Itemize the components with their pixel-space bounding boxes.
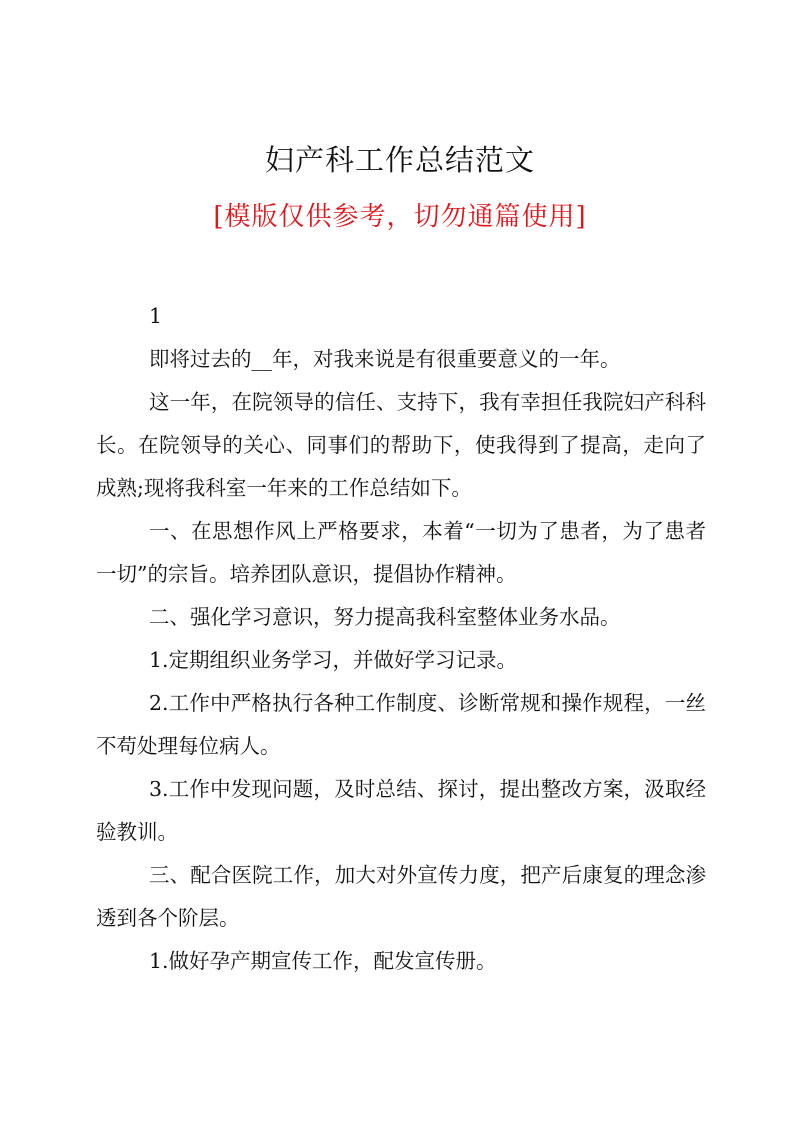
paragraph: 1.做好孕产期宣传工作，配发宣传册。	[149, 949, 497, 973]
paragraph: 1.定期组织业务学习，并做好学习记录。	[149, 648, 518, 672]
document-title: 妇产科工作总结范文	[264, 143, 535, 177]
document-body	[96, 295, 706, 983]
paragraph: 这一年，在院领导的信任、支持下，我有幸担任我院妇产科科长。在院领导的关心、同事们的帮助下，使我得到了提高，走向了成熟;现将我科室一年来的工作总结如下。	[96, 390, 706, 500]
paragraph: 三、配合医院工作，加大对外宣传力度，把产后康复的理念渗透到各个阶层。	[96, 863, 706, 930]
template-notice: [模版仅供参考，切勿通篇使用]	[213, 202, 587, 232]
paragraph: 2.工作中严格执行各种工作制度、诊断常规和操作规程，一丝不苟处理每位病人。	[96, 691, 706, 758]
paragraph: 二、强化学习意识，努力提高我科室整体业务水品。	[149, 605, 621, 629]
paragraph: 3.工作中发现问题，及时总结、探讨，提出整改方案，汲取经验教训。	[96, 777, 706, 844]
paragraph: 即将过去的__年，对我来说是有很重要意义的一年。	[149, 347, 621, 371]
paragraph: 一、在思想作风上严格要求，本着“一切为了患者，为了患者一切”的宗旨。培养团队意识，提倡协作精神。	[96, 519, 706, 586]
paragraph-number: 1	[149, 304, 163, 328]
